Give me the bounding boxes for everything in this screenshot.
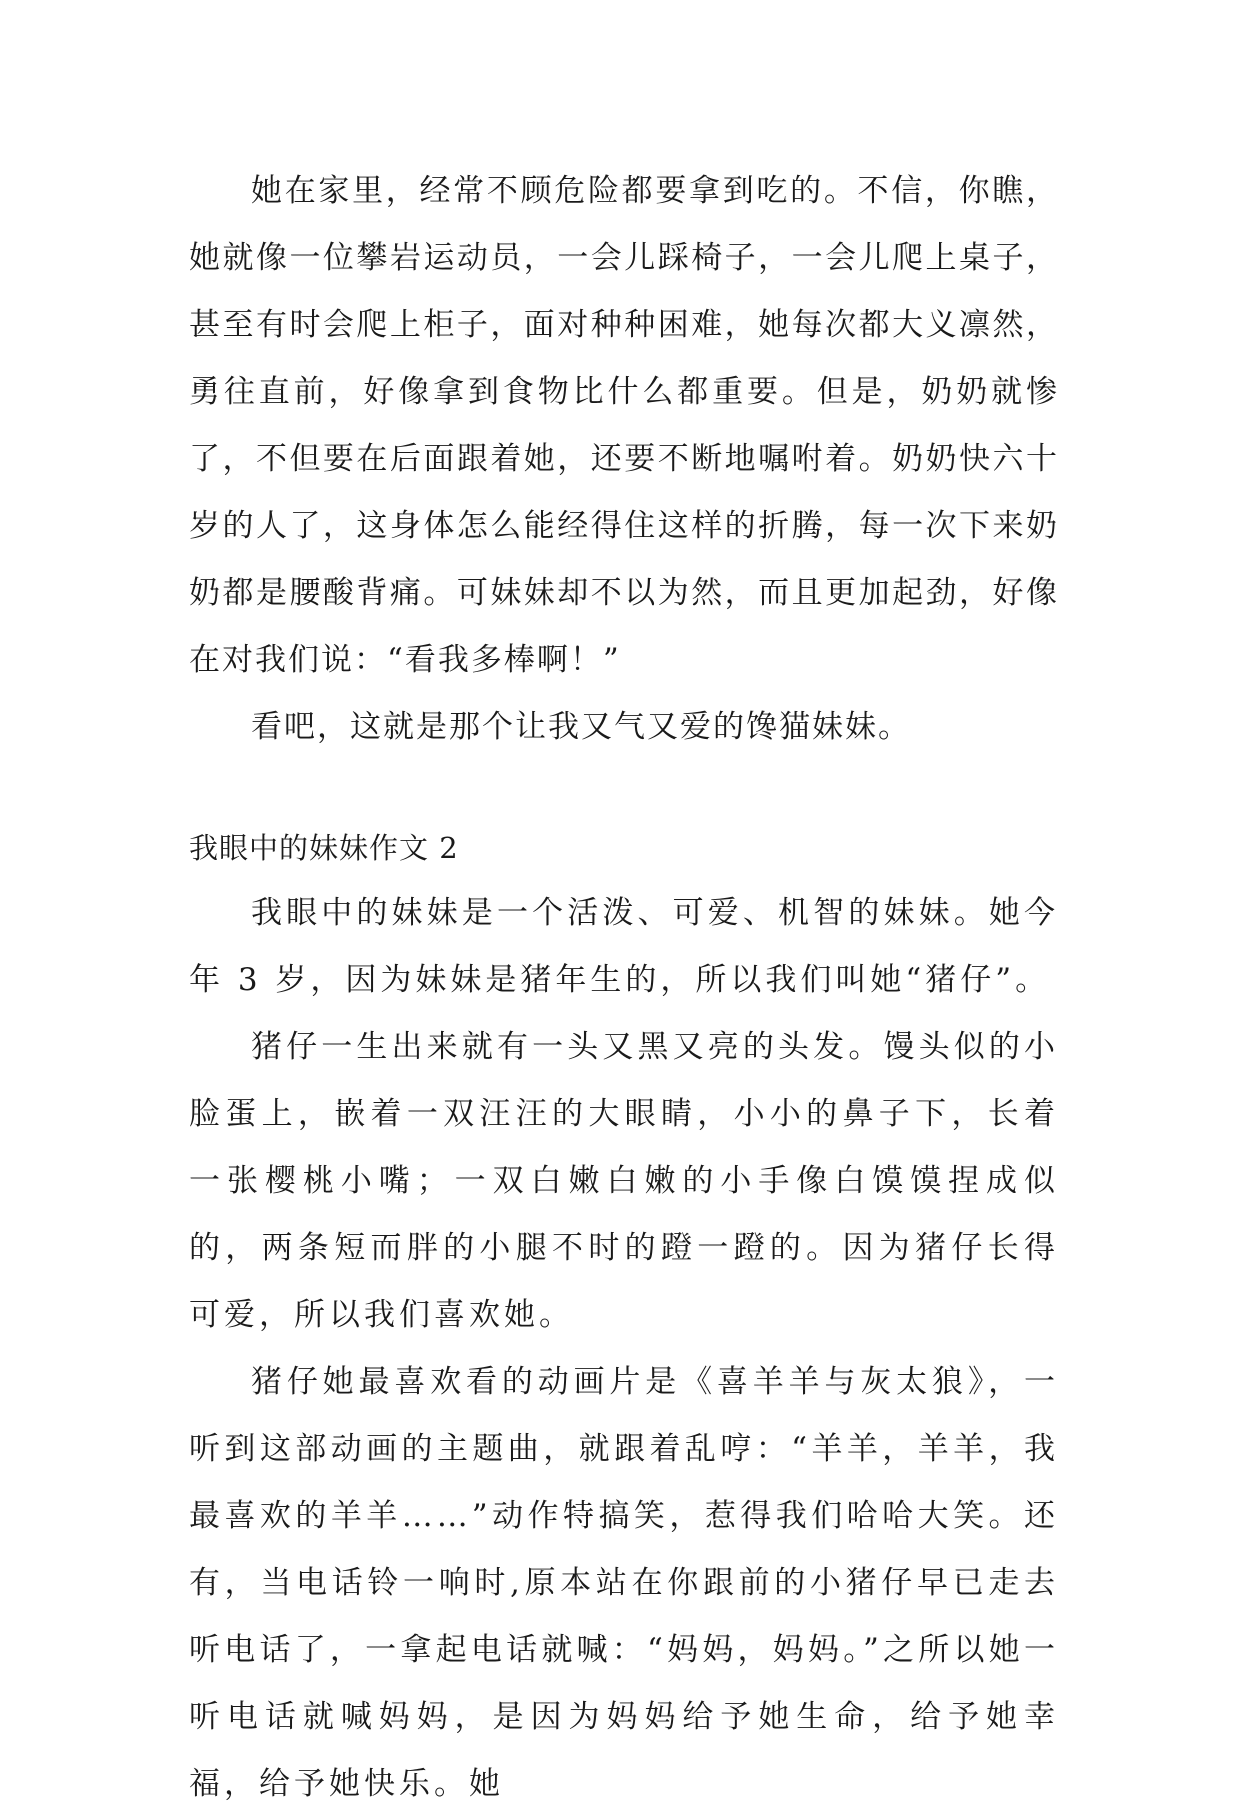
- paragraph: 猪仔她最喜欢看的动画片是《喜羊羊与灰太狼》，一听到这部动画的主题曲，就跟着乱哼：“羊羊，羊羊，我最喜欢的羊羊……”动作特搞笑，惹得我们哈哈大笑。还有，当电话铃一响时,原本站在你跟前的小猪仔早已走去听电话了，一拿起电话就喊：“妈妈，妈妈。”之所以她一听电话就喊妈妈，是因为妈妈给予她生命，给予她幸福，给予她快乐。她: [189, 1364, 1059, 1802]
- paragraph: 我眼中的妹妹是一个活泼、可爱、机智的妹妹。她今年 3 岁，因为妹妹是猪年生的，所以我们叫她“猪仔”。: [189, 895, 1059, 998]
- essay-section-1: [189, 158, 1059, 761]
- essay-section-2: [189, 816, 1059, 1818]
- document-body: [189, 158, 1059, 1818]
- essay-title: 我眼中的妹妹作文 2: [189, 831, 459, 865]
- paragraph: 她在家里，经常不顾危险都要拿到吃的。不信，你瞧，她就像一位攀岩运动员，一会儿踩椅子，一会儿爬上桌子，甚至有时会爬上柜子，面对种种困难，她每次都大义凛然，勇往直前，好像拿到食物比什么都重要。但是，奶奶就惨了，不但要在后面跟着她，还要不断地嘱咐着。奶奶快六十岁的人了，这身体怎么能经得住这样的折腾，每一次下来奶奶都是腰酸背痛。可妹妹却不以为然，而且更加起劲，好像在对我们说：“看我多棒啊！”: [189, 173, 1059, 678]
- paragraph: 猪仔一生出来就有一头又黑又亮的头发。馒头似的小脸蛋上，嵌着一双汪汪的大眼睛，小小的鼻子下，长着一张樱桃小嘴；一双白嫩白嫩的小手像白馍馍捏成似的，两条短而胖的小腿不时的蹬一蹬的。因为猪仔长得可爱，所以我们喜欢她。: [189, 1029, 1059, 1333]
- paragraph: 看吧，这就是那个让我又气又爱的馋猫妹妹。: [251, 709, 911, 745]
- section-spacer: [189, 761, 1059, 816]
